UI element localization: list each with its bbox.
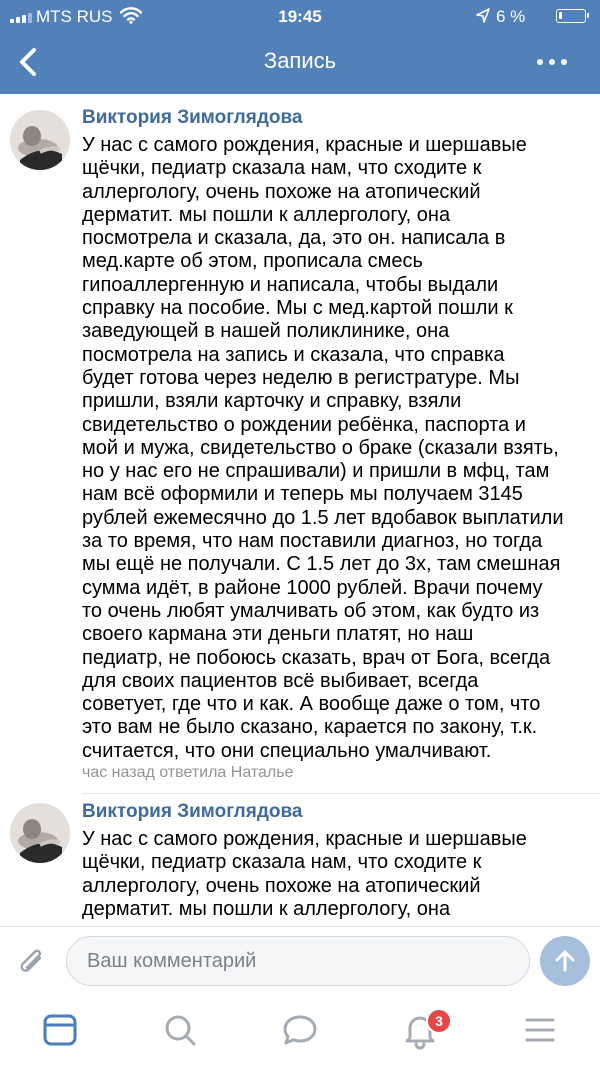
avatar-photo [10, 803, 70, 863]
send-button[interactable] [540, 936, 590, 986]
notifications-badge: 3 [426, 1008, 452, 1034]
avatar-photo [10, 110, 70, 170]
battery-percent: 6 % [496, 7, 526, 26]
comment-meta[interactable]: час назад ответила Наталье [82, 764, 294, 781]
menu-icon[interactable] [520, 1010, 560, 1050]
messages-icon[interactable] [280, 1010, 320, 1050]
comment-input-box [66, 936, 530, 986]
comment-author[interactable]: Виктория Зимоглядова [82, 801, 303, 822]
tab-bar [0, 996, 600, 1066]
divider [82, 793, 600, 794]
page-title: Запись [263, 48, 337, 73]
location-arrow-icon [476, 8, 490, 24]
search-icon[interactable] [160, 1010, 200, 1050]
status-bar [0, 0, 600, 32]
more-options-button[interactable] [534, 52, 570, 72]
battery-icon [556, 9, 586, 23]
clock: 19:45 [278, 7, 322, 26]
news-icon[interactable] [40, 1010, 80, 1050]
carrier-name: MTS RUS [36, 7, 113, 26]
header [0, 0, 600, 94]
comment-text: У нас с самого рождения, красные и шершавые щёчки, педиатр сказала нам, что сходите к аллергологу, очень похоже на атопический дерматит. мы пошли к аллергологу, она [82, 828, 527, 920]
avatar[interactable] [10, 110, 70, 170]
comment-input[interactable] [87, 947, 477, 975]
comment-author[interactable]: Виктория Зимоглядова [82, 107, 303, 128]
send-arrow-icon [540, 936, 590, 986]
paperclip-icon[interactable] [16, 945, 48, 979]
comment-composer [0, 926, 600, 996]
avatar[interactable] [10, 803, 70, 863]
comment-text: У нас с самого рождения, красные и шершавые щёчки, педиатр сказала нам, что сходите к аллергологу, очень похоже на атопический дерматит. мы пошли к аллергологу, она посмотрела и сказала, да, это он. написала в мед.карте об этом, прописала смесь гипоаллергенную и написала, чтобы выдали справку на пособие. Мы с мед.картой пошли к заведующей в нашей поликлинике, она посмотрела на запись и сказала, что справка будет готова через неделю в регистратуре. Мы пришли, взяли карточку и справку, взяли свидетельство о рождении ребёнка, паспорта и мой и мужа, свидетельство о браке (сказали взять, но у нас его не спрашивали) и пришли в мфц, там нам всё оформили и теперь мы получаем 3145 рублей ежемесячно до 1.5 лет вдобавок выплатили за то время, что нам поставили диагноз, но тогда мы ещё не получали. С 1.5 лет до 3х, там смешная сумма идёт, в районе 1000 рублей. Врачи почему то очень любят умалчивать об этом, как будто из своего кармана эти деньги платят, но наш педиатр, не побоюсь сказать, врач от Бога, всегда для своих пациентов всё выбивает, всегда советует, где что и как. А вообще даже о том, что это вам не было сказано, карается по закону, т.к. считается, что они специально умалчивают. [82, 134, 564, 762]
